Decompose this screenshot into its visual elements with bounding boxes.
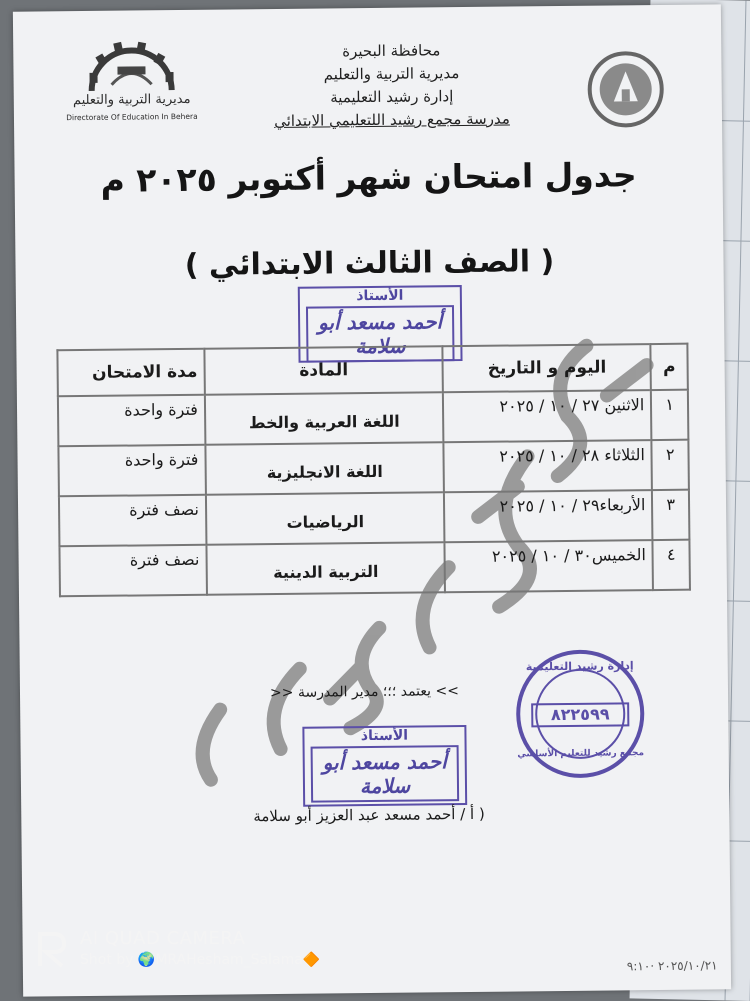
header-date: اليوم و التاريخ bbox=[443, 344, 651, 392]
table-row bbox=[58, 390, 688, 447]
row-duration: نصف فترة bbox=[59, 545, 206, 597]
header-line-school: مدرسة مجمع رشيد اللتعليمي الابتدائي bbox=[274, 109, 510, 131]
stamp-outer-text: إدارة رشيد التعليمية bbox=[525, 659, 634, 674]
directorate-logo bbox=[61, 32, 202, 133]
table-row bbox=[59, 490, 689, 547]
row-num: ٢ bbox=[652, 440, 689, 490]
approval-line: >> يعتمد ؛؛؛ مدير المدرسة << bbox=[269, 683, 459, 702]
table-row bbox=[59, 540, 689, 597]
row-date: الخميس٣٠ / ١٠ / ٢٠٢٥ bbox=[445, 540, 653, 592]
table-header-row bbox=[57, 344, 687, 397]
row-subject: التربية الدينية bbox=[273, 561, 379, 583]
gear-logo-icon bbox=[81, 32, 182, 93]
round-official-stamp bbox=[512, 645, 649, 782]
exam-schedule-table bbox=[56, 343, 691, 598]
camera-brand-icon bbox=[36, 930, 70, 970]
row-duration: فترة واحدة bbox=[58, 445, 205, 497]
exam-paper bbox=[13, 4, 731, 996]
stamp-number: ٨٢٢٥٩٩ bbox=[550, 704, 610, 725]
stamp-title: الأستاذ bbox=[360, 727, 409, 745]
row-num: ٣ bbox=[652, 490, 689, 540]
header-text-block bbox=[261, 38, 522, 133]
school-logo-icon bbox=[585, 49, 666, 130]
header-duration: مدة الامتحان bbox=[57, 349, 204, 397]
header-line-directorate: مديرية التربية والتعليم bbox=[323, 64, 460, 84]
row-date: الأربعاء٢٩ / ١٠ / ٢٠٢٥ bbox=[444, 490, 652, 542]
grade-subtitle: ( الصف الثالث الابتدائي ) bbox=[184, 244, 555, 283]
camera-shot-by: Shot by 🌍MRAHesham_Salama🔶 bbox=[80, 952, 321, 968]
row-subject: اللغة الانجليزية bbox=[266, 461, 383, 483]
row-duration: فترة واحدة bbox=[58, 395, 205, 447]
photo-date: ٢٠٢٥/١٠/٢١ ·٩:١٠ bbox=[626, 958, 718, 974]
row-subject: الرياضيات bbox=[286, 512, 365, 532]
row-date: الاثنين ٢٧ / ١٠ / ٢٠٢٥ bbox=[443, 390, 651, 442]
document-header bbox=[13, 24, 722, 141]
stamp-name: أحمد مسعد أبو سلامة bbox=[311, 745, 460, 803]
stamp-name: أحمد مسعد أبو سلامة bbox=[306, 305, 455, 363]
row-date: الثلاثاء ٢٨ / ١٠ / ٢٠٢٥ bbox=[444, 440, 652, 492]
teacher-stamp-bottom bbox=[302, 725, 467, 807]
row-duration: نصف فترة bbox=[59, 495, 206, 547]
stamp-inner-text: مجمع رشيد للتعليم الأساسي bbox=[517, 748, 645, 760]
row-num: ١ bbox=[651, 390, 688, 440]
camera-brand-text: AI QUAD CAMERA bbox=[80, 928, 246, 949]
header-subject: المادة bbox=[204, 346, 443, 394]
stamp-title: الأستاذ bbox=[356, 287, 404, 305]
header-line-administration: إدارة رشيد التعليمية bbox=[330, 87, 454, 107]
table-row bbox=[58, 440, 688, 497]
logo-arabic-text: مديرية التربية والتعليم bbox=[72, 91, 191, 109]
principal-signature: ( أ / أحمد مسعد عبد العزيز أبو سلامة bbox=[253, 804, 485, 826]
header-line-governorate: محافظة البحيرة bbox=[342, 41, 441, 61]
row-subject: اللغة العربية والخط bbox=[248, 411, 400, 433]
logo-english-text: Directorate Of Education In Behera bbox=[66, 111, 198, 123]
header-num: م bbox=[651, 344, 688, 390]
page-title: جدول امتحان شهر أكتوبر ٢٠٢٥ م bbox=[100, 155, 637, 200]
row-num: ٤ bbox=[653, 540, 690, 590]
